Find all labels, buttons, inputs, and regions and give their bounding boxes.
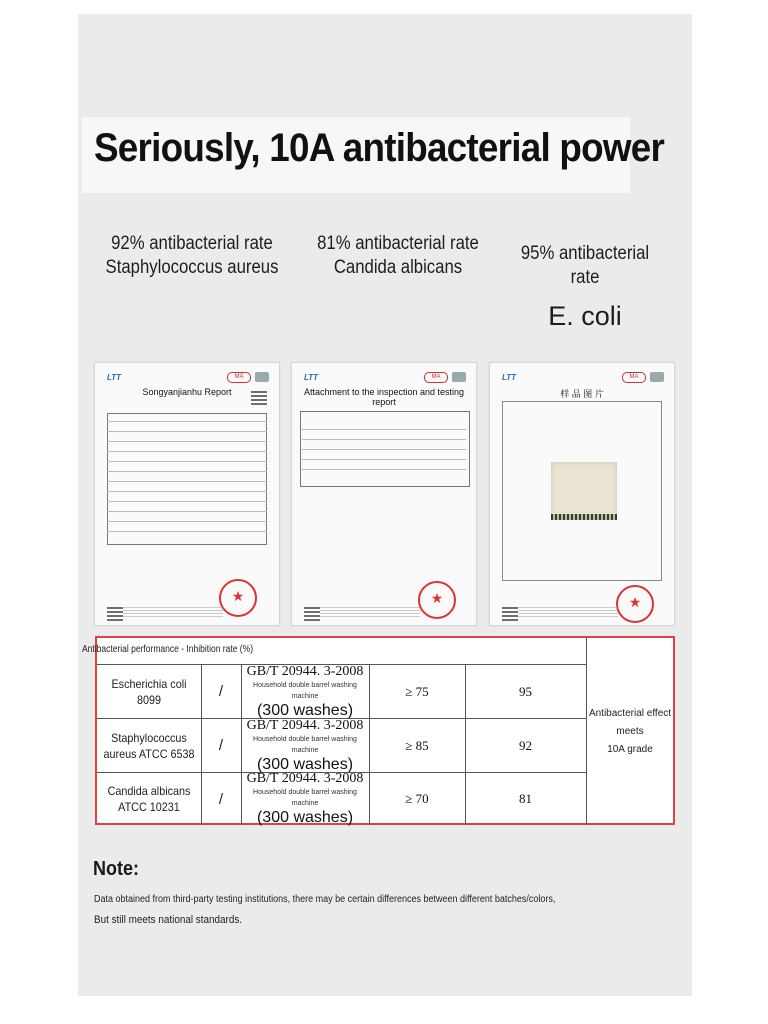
report-footer-text [518,607,618,617]
report-header [498,371,666,383]
stat-organism: Staphylococcus aureus [105,257,279,278]
result-value: 92 [519,737,532,753]
standard-code: GB/T 20944. 3-2008 [246,771,364,786]
na-slash: / [218,737,224,754]
page-title: Seriously, 10A antibacterial power [94,126,665,170]
qr-code-icon [304,605,320,621]
cma-mark-icon: MA [227,372,251,383]
report-title: Attachment to the inspection and testing report [303,387,465,407]
effect-cell [587,638,673,825]
wash-count: (300 washes) [256,701,354,719]
lab-logo: LTT [502,373,517,382]
stat-rate: 81% antibacterial rate [317,233,479,254]
na-slash: / [218,683,224,700]
accreditation-icon [650,372,664,382]
stat-staphylococcus [92,232,292,280]
result-value: 95 [519,683,532,699]
test-report-image [94,362,280,626]
requirement-value: ≥ 85 [405,737,429,753]
report-footer-text [320,607,420,617]
report-header [103,371,271,383]
antibacterial-performance-table [95,636,675,825]
report-title: 样 品 图 片 [560,389,604,399]
report-form-rows [107,421,267,541]
fabric-sample-image [551,462,617,518]
qr-code-icon [107,605,123,621]
accreditation-icon [255,372,269,382]
organism-name: Escherichia coli 8099 [111,676,187,707]
sample-label-strip [551,514,617,520]
stat-candida [300,232,496,280]
wash-count: (300 washes) [256,809,354,826]
stat-organism: E. coli [548,301,622,331]
requirement-value: ≥ 70 [405,791,429,806]
effect-grade: 10A grade [607,743,653,755]
standard-code: GB/T 20944. 3-2008 [246,663,364,679]
lab-logo: LTT [304,373,319,382]
standard-cell [241,773,369,825]
note-title: Note: [93,858,139,880]
standard-cell [241,665,369,718]
requirement-value: ≥ 75 [405,683,429,699]
report-results-rows [302,429,466,479]
note-line: But still meets national standards. [94,914,243,926]
cma-mark-icon: MA [622,372,646,383]
na-slash: / [218,790,224,808]
table-caption: Antibacterial performance - Inhibition rate (%) [82,644,254,655]
washing-method: Household double barrel washing machine [253,735,357,754]
wash-count: (300 washes) [256,755,354,773]
stat-ecoli [496,242,674,334]
accreditation-icon [452,372,466,382]
effect-label: Antibacterial effect meets [588,707,672,737]
test-report-attachment-image [291,362,477,626]
official-seal-icon [616,585,654,623]
organism-name: Candida albicans ATCC 10231 [107,784,191,814]
table-row [97,719,201,772]
washing-method: Household double barrel washing machine [253,681,357,700]
standard-code: GB/T 20944. 3-2008 [246,717,364,733]
stat-organism: Candida albicans [333,257,463,278]
official-seal-icon [219,579,257,617]
sample-photo-report-image [489,362,675,626]
standard-cell [241,719,369,772]
sample-photo-frame [502,401,662,581]
stat-rate: 92% antibacterial rate [111,233,273,254]
washing-method: Household double barrel washing machine [253,789,357,807]
qr-code-icon [251,389,267,405]
report-header [300,371,468,383]
result-value: 81 [519,791,532,806]
qr-code-icon [502,605,518,621]
report-title: Songyanjianhu Report [142,387,232,397]
report-footer-text [123,607,223,617]
table-row [97,773,201,825]
lab-logo: LTT [107,373,122,382]
official-seal-icon [418,581,456,619]
note-line: Data obtained from third-party testing institutions, there may be certain differences between different batches/colors, [94,894,556,905]
organism-name: Staphylococcus aureus ATCC 6538 [103,730,195,761]
cma-mark-icon: MA [424,372,448,383]
stat-rate: 95% antibacterial rate [520,243,650,288]
table-row [97,665,201,718]
